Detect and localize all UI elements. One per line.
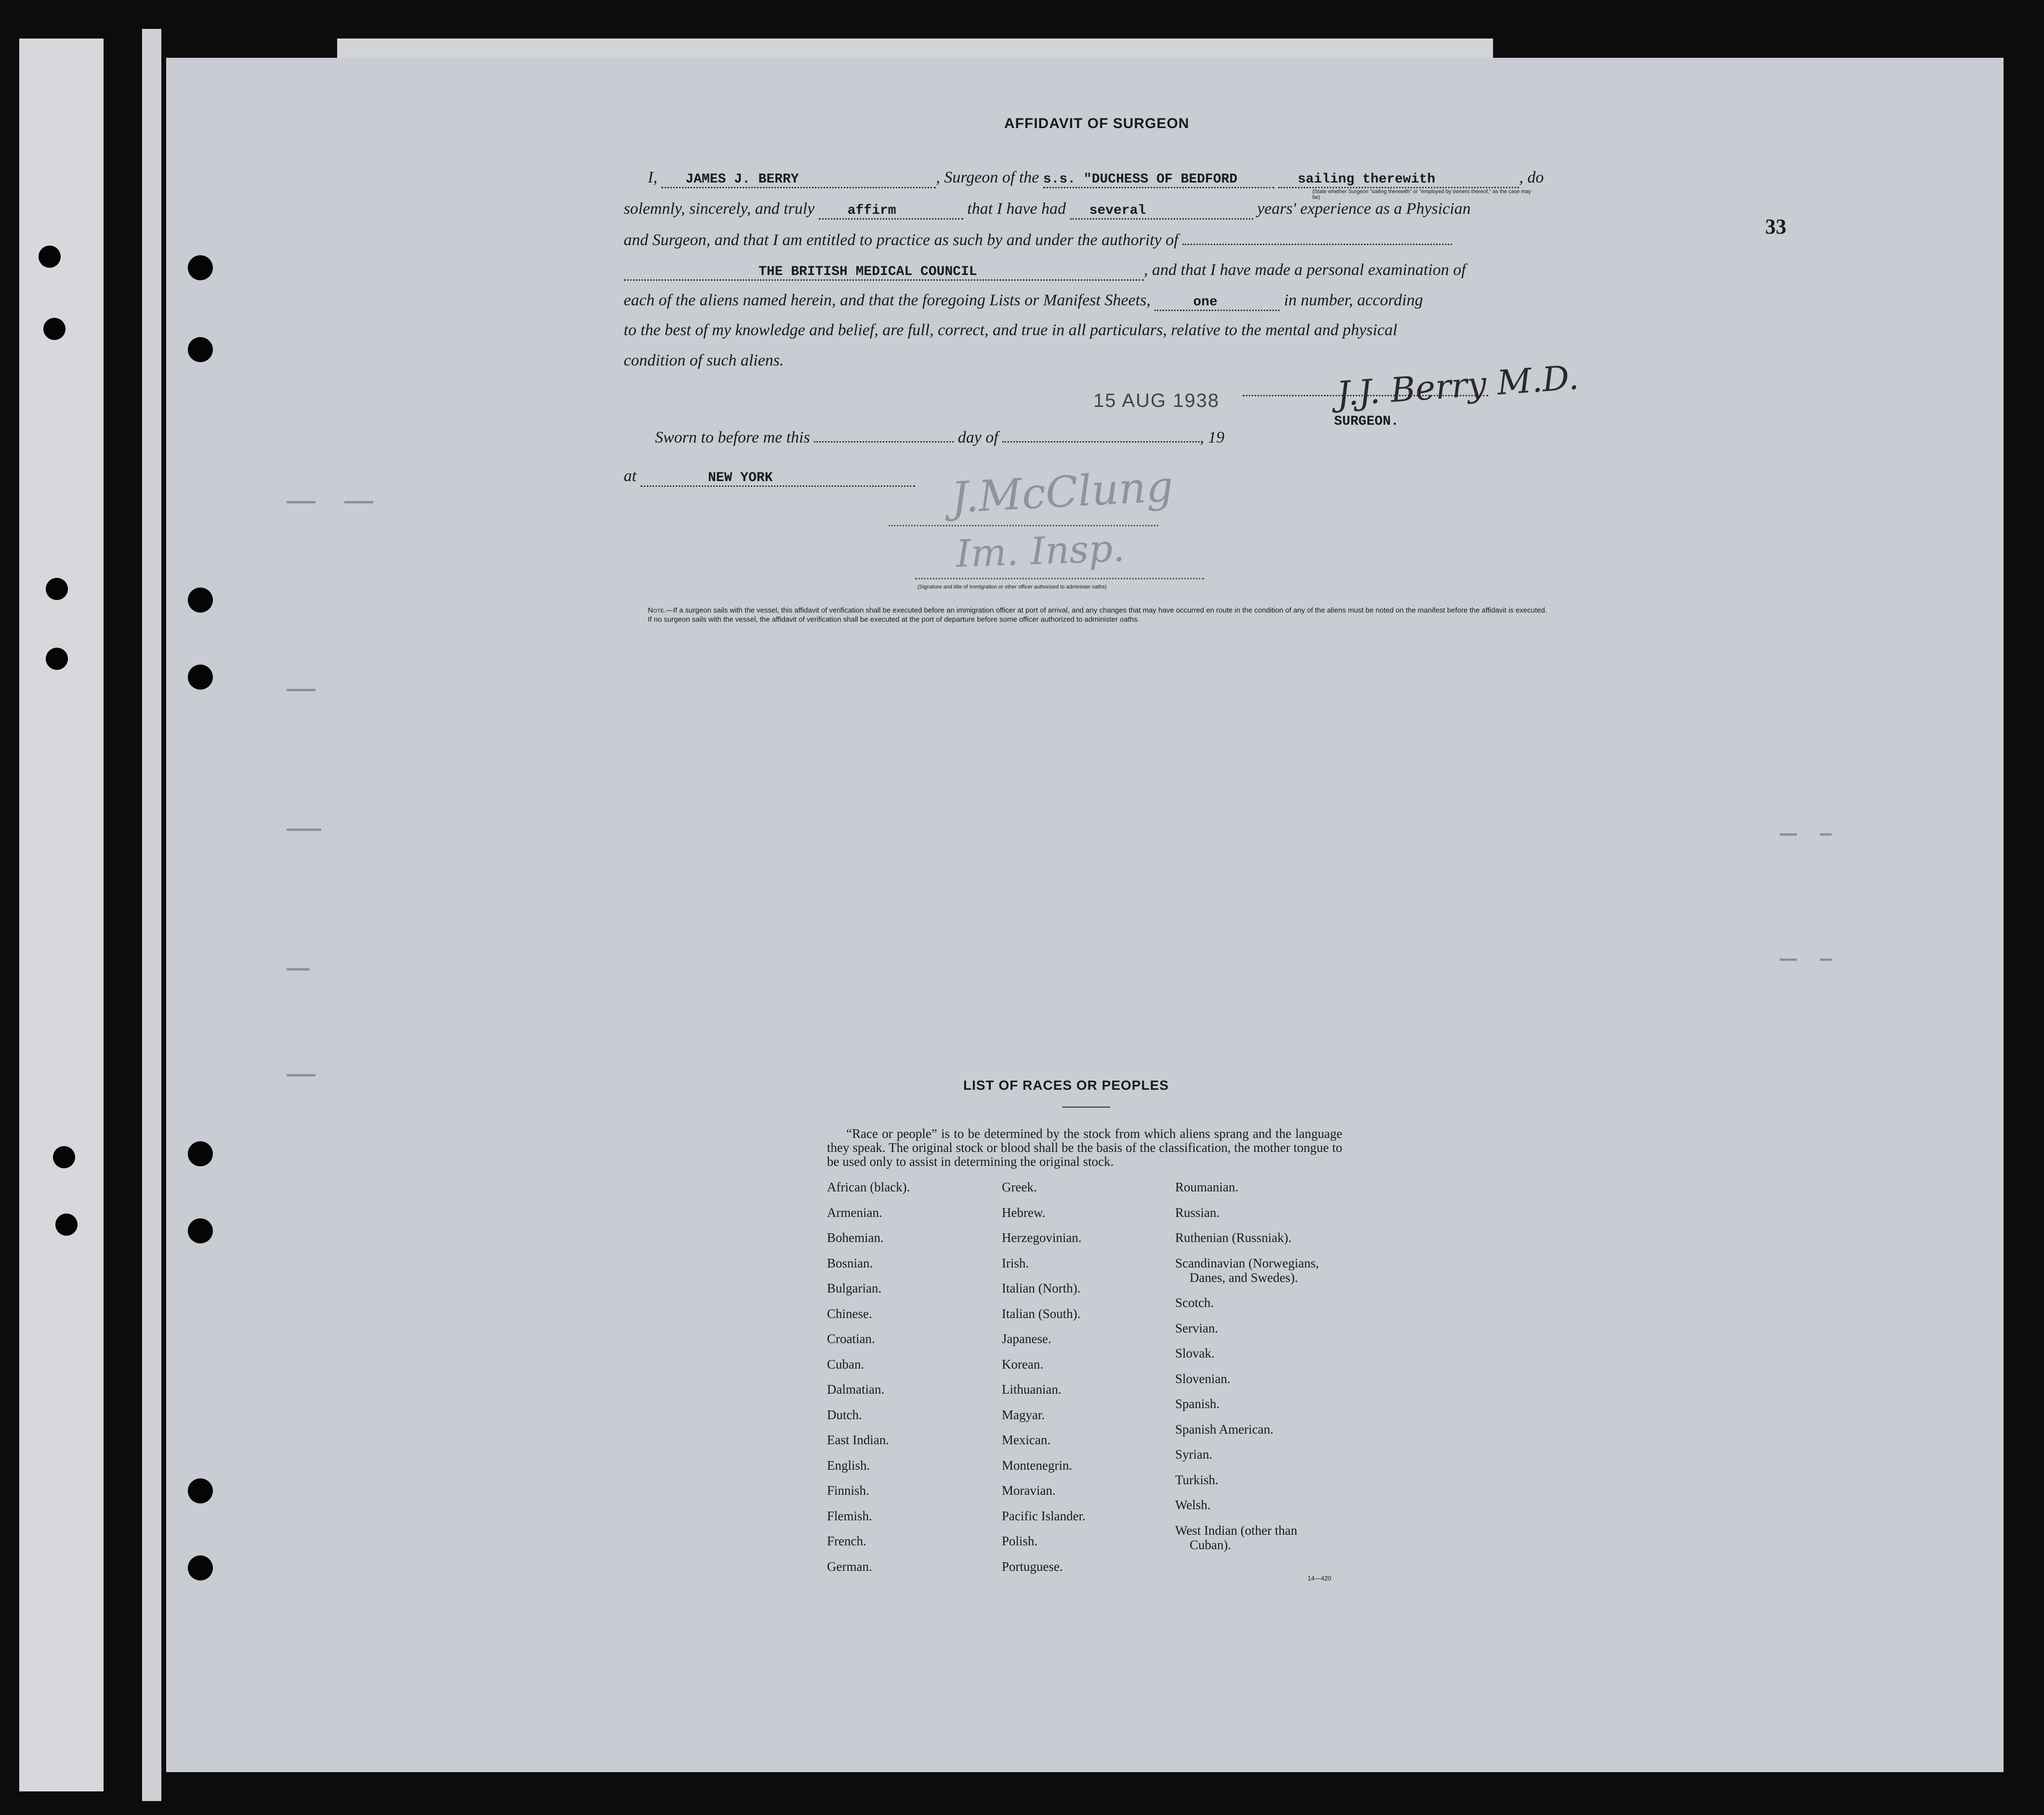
status-note: (State whether Surgeon "sailing therewith" or "employed by owners thereof," as the case may be) — [1312, 189, 1532, 200]
race-item: Hebrew. — [1002, 1205, 1046, 1220]
race-item: Pacific Islander. — [1002, 1508, 1086, 1523]
affidavit-line-7: condition of such aliens. — [624, 352, 784, 369]
bleed-through-text: ▬▬▬▬▬ — [287, 1069, 316, 1080]
affidavit-line-1 — [648, 169, 1544, 188]
officer-title-line — [915, 578, 1204, 579]
form-number: 14—420 — [1308, 1575, 1332, 1582]
race-item: Slovenian. — [1175, 1371, 1231, 1386]
sailing-status-field: sailing therewith — [1278, 172, 1519, 188]
years-field: several — [1070, 203, 1253, 220]
line1-prefix: I, — [648, 169, 657, 186]
race-item: Slovak. — [1175, 1346, 1215, 1360]
race-item: Mexican. — [1002, 1433, 1051, 1447]
race-item: English. — [827, 1458, 870, 1473]
punch-hole — [188, 1555, 213, 1580]
affidavit-line-3 — [624, 231, 1452, 249]
race-item: French. — [827, 1534, 866, 1548]
races-column-2 — [1002, 1180, 1086, 1584]
vessel-field: s.s. "DUCHESS OF BEDFORD — [1043, 172, 1274, 188]
race-item: Korean. — [1002, 1357, 1044, 1371]
race-item: Syrian. — [1175, 1447, 1213, 1462]
race-item: Lithuanian. — [1002, 1382, 1061, 1397]
sworn-prefix: Sworn to before me this — [655, 429, 810, 446]
race-item: Japanese. — [1002, 1332, 1051, 1346]
punch-hole — [188, 588, 213, 613]
race-item: African (black). — [827, 1180, 910, 1194]
race-item-continued: Cuban). — [1190, 1537, 1232, 1552]
race-item: Turkish. — [1175, 1472, 1219, 1487]
affidavit-note — [629, 606, 1727, 624]
races-column-1 — [827, 1180, 910, 1584]
surgeon-name-field: JAMES J. BERRY — [661, 172, 936, 188]
affidavit-line-2 — [624, 200, 1471, 220]
authority-field: THE BRITISH MEDICAL COUNCIL — [624, 264, 1144, 281]
race-item: Ruthenian (Russniak). — [1175, 1230, 1292, 1245]
punch-hole — [188, 1478, 213, 1503]
bleed-through-text: ▬▬▬ ▬▬ — [1780, 828, 1832, 839]
note-text-1: —If a surgeon sails with the vessel, this affidavit of verification shall be executed before an immigration officer at port of arrival, and any changes that may have occurred en route in the condition of any of the aliens must be noted on the manifest before the affidavit is executed. — [666, 606, 1547, 614]
race-item: Herzegovinian. — [1002, 1230, 1082, 1245]
race-item: Russian. — [1175, 1205, 1220, 1220]
race-item: West Indian (other than — [1175, 1523, 1297, 1538]
line4-end: , and that I have made a personal examination of — [1144, 261, 1466, 279]
race-item: Armenian. — [827, 1205, 882, 1220]
race-item: Italian (North). — [1002, 1281, 1081, 1295]
race-item: Magyar. — [1002, 1407, 1045, 1422]
races-intro: “Race or people” is to be determined by the stock from which aliens sprang and the language they speak. The original stock or blood shall be the basis of the classification, the mother tongue to be used only to assist in determining the original stock. — [827, 1126, 1342, 1169]
line2-mid: that I have had — [967, 200, 1066, 218]
note-paragraph-2: If no surgeon sails with the vessel, the affidavit of verification shall be executed at the port of departure before some officer authorized to administer oaths. — [648, 615, 1140, 624]
officer-signature-line — [889, 525, 1158, 526]
note-lead: Note. — [648, 606, 666, 614]
race-item: Welsh. — [1175, 1498, 1211, 1512]
line1-end: , do — [1519, 169, 1544, 186]
race-item-continued: Danes, and Swedes). — [1190, 1270, 1298, 1285]
race-item: Chinese. — [827, 1306, 872, 1321]
authority-continuation-line — [1182, 231, 1452, 245]
sheets-count-field: one — [1154, 295, 1280, 311]
sworn-day-label: day of — [957, 429, 998, 446]
left-binding-strip — [19, 39, 104, 1791]
race-item: Italian (South). — [1002, 1306, 1081, 1321]
officer-caption: (Signature and title of Immigration or other officer authorized to administer oaths) — [917, 584, 1107, 590]
races-title-rule — [1062, 1107, 1110, 1108]
punch-hole — [188, 665, 213, 690]
surgeon-label: SURGEON. — [1334, 414, 1399, 429]
bleed-through-text: ▬▬▬▬▬▬ — [287, 823, 322, 835]
affidavit-line-6: to the best of my knowledge and belief, are full, correct, and true in all particulars, relative to the mental and physical — [624, 321, 1398, 339]
binder-hole — [39, 246, 61, 268]
race-item: Spanish American. — [1175, 1422, 1273, 1436]
binder-hole — [46, 578, 68, 600]
race-item: Montenegrin. — [1002, 1458, 1073, 1473]
race-item: Bulgarian. — [827, 1281, 882, 1295]
race-item: Spanish. — [1175, 1397, 1220, 1411]
race-item: Finnish. — [827, 1483, 869, 1498]
affidavit-title: AFFIDAVIT OF SURGEON — [1004, 116, 1190, 131]
line2-prefix: solemnly, sincerely, and truly — [624, 200, 815, 218]
place-line — [624, 467, 915, 487]
race-item: Irish. — [1002, 1255, 1029, 1270]
sworn-month-blank — [1002, 429, 1200, 443]
race-item: Greek. — [1002, 1180, 1037, 1194]
race-item: Cuban. — [827, 1357, 865, 1371]
binder-hole — [55, 1214, 78, 1236]
race-item: Croatian. — [827, 1332, 875, 1346]
officer-signature: J.McClung — [950, 461, 1175, 522]
line5-end: in number, according — [1284, 291, 1423, 309]
race-item: East Indian. — [827, 1433, 889, 1447]
race-item: Portuguese. — [1002, 1559, 1063, 1574]
line2-end: years' experience as a Physician — [1257, 200, 1471, 218]
punch-hole — [188, 1218, 213, 1243]
binder-hole — [43, 318, 66, 340]
punch-hole — [188, 255, 213, 280]
line1-mid: , Surgeon of the — [936, 169, 1039, 186]
oath-type-field: affirm — [819, 203, 963, 220]
race-item: Scotch. — [1175, 1295, 1214, 1310]
bleed-through-text: ▬▬▬ ▬▬ — [1780, 953, 1832, 965]
affidavit-line-4 — [624, 261, 1466, 281]
sworn-year-label: , 19 — [1200, 429, 1225, 446]
race-item: Bohemian. — [827, 1230, 884, 1245]
line3-text: and Surgeon, and that I am entitled to practice as such by and under the authority of — [624, 231, 1179, 249]
race-item: Polish. — [1002, 1534, 1038, 1548]
affidavit-line-5 — [624, 291, 1423, 311]
date-stamp: 15 AUG 1938 — [1093, 390, 1220, 411]
race-item: Scandinavian (Norwegians, — [1175, 1255, 1319, 1270]
binder-hole — [53, 1146, 75, 1168]
officer-title-signature: Im. Insp. — [955, 526, 1126, 576]
races-column-3 — [1175, 1180, 1319, 1563]
sworn-line — [655, 429, 1224, 447]
bleed-through-text: ▬▬▬▬ — [287, 963, 310, 974]
races-title: LIST OF RACES OR PEOPLES — [963, 1078, 1169, 1093]
at-label: at — [624, 467, 637, 485]
race-item: Dalmatian. — [827, 1382, 885, 1397]
race-item: Moravian. — [1002, 1483, 1056, 1498]
race-item: German. — [827, 1559, 872, 1574]
race-item: Dutch. — [827, 1407, 862, 1422]
line5-prefix: each of the aliens named herein, and that the foregoing Lists or Manifest Sheets, — [624, 291, 1151, 309]
surgeon-signature: J.J. Berry M.D. — [1335, 357, 1580, 414]
sworn-day-blank — [814, 429, 954, 443]
binder-hole — [46, 648, 68, 670]
page-number: 33 — [1765, 215, 1786, 238]
bleed-through-text: ▬▬▬▬▬ ▬▬▬▬▬ — [287, 496, 374, 507]
punch-hole — [188, 337, 213, 362]
race-item: Flemish. — [827, 1508, 872, 1523]
bleed-through-text: ▬▬▬▬▬ — [287, 684, 316, 695]
punch-hole — [188, 1141, 213, 1166]
manifest-sheet — [166, 58, 2004, 1772]
place-field: NEW YORK — [641, 470, 915, 487]
binder-edge — [142, 29, 161, 1801]
race-item: Servian. — [1175, 1320, 1219, 1335]
note-paragraph-1 — [629, 606, 1727, 615]
race-item: Roumanian. — [1175, 1180, 1239, 1194]
race-item: Bosnian. — [827, 1255, 873, 1270]
